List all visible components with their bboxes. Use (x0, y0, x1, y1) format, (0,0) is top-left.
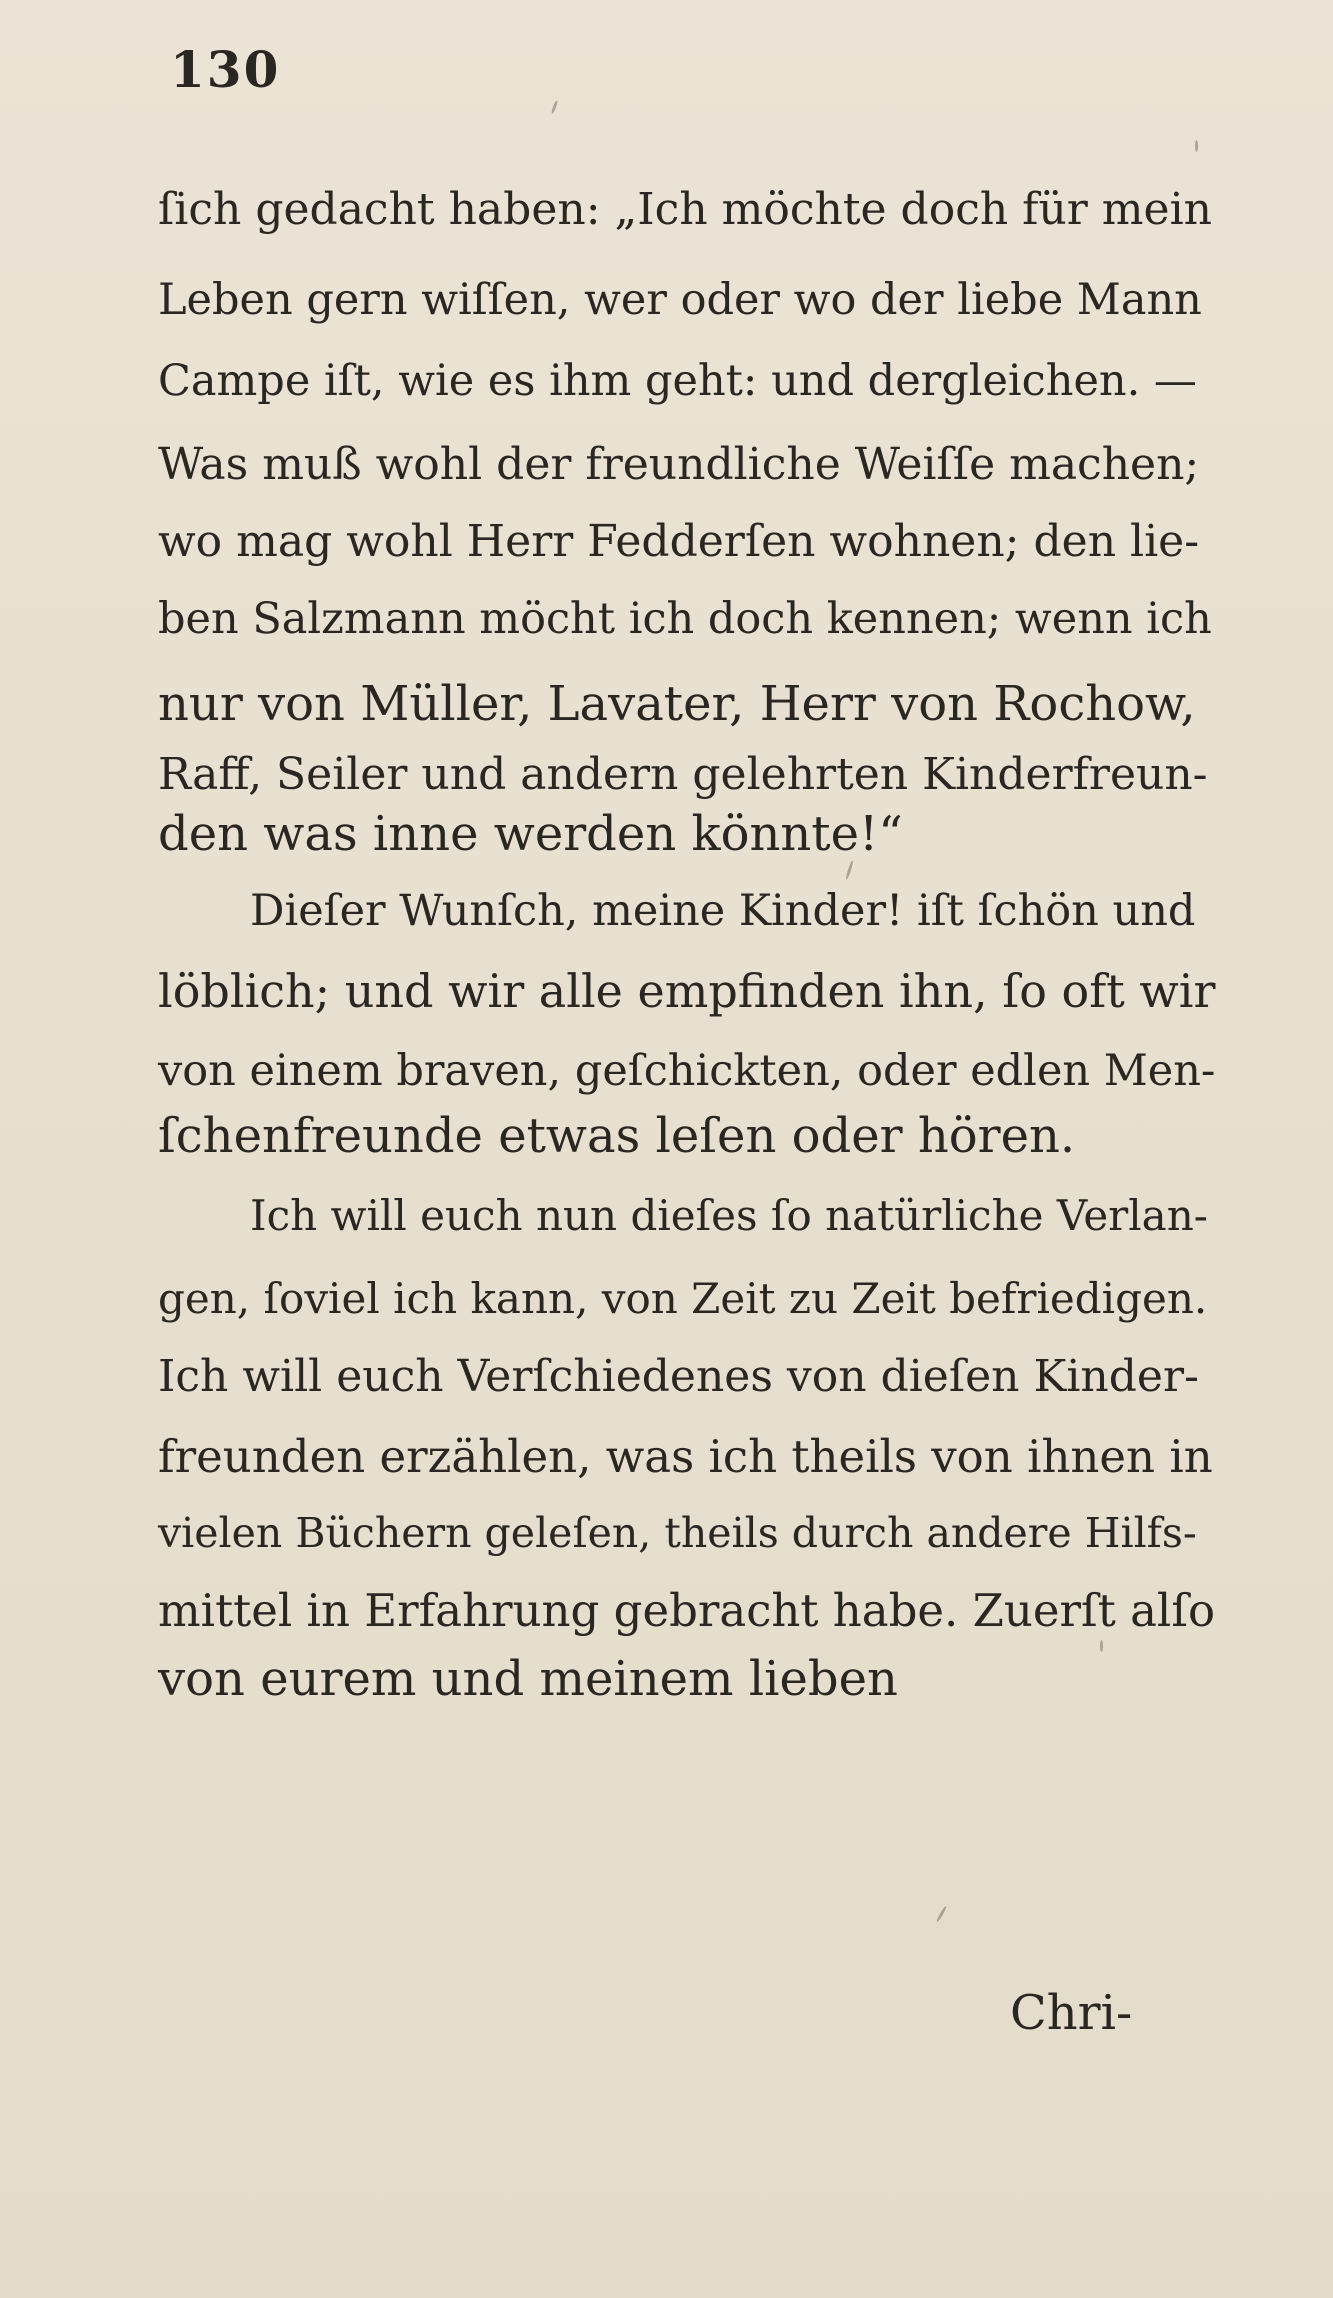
paper-speck (551, 100, 559, 114)
text-line: löblich; und wir alle empfinden ihn, ſo oft wir (158, 964, 1216, 1018)
text-line: Ich will euch Verſchiedenes von dieſen Kinder- (158, 1351, 1199, 1402)
text-line: von einem braven, geſchickten, oder edlen Men- (158, 1046, 1216, 1096)
page-number: 130 (170, 40, 281, 99)
text-line: Ich will euch nun dieſes ſo natürliche Verlan- (250, 1191, 1208, 1240)
text-line: Was muß wohl der freundliche Weiſſe machen; (158, 439, 1200, 490)
text-line: gen, ſoviel ich kann, von Zeit zu Zeit befriedigen. (158, 1274, 1208, 1323)
text-line: den was inne werden könnte!“ (158, 806, 903, 862)
paper-speck (1100, 1640, 1103, 1652)
paper-speck (936, 1905, 948, 1922)
text-line: freunden erzählen, was ich theils von ihnen in (158, 1430, 1213, 1483)
text-line: ſchenfreunde etwas leſen oder hören. (158, 1108, 1076, 1164)
text-line: von eurem und meinem lieben (158, 1651, 898, 1707)
text-line: nur von Müller, Lavater, Herr von Rochow, (158, 676, 1196, 732)
text-line: Dieſer Wunſch, meine Kinder! iſt ſchön und (250, 886, 1196, 936)
text-line: Leben gern wiſſen, wer oder wo der liebe Mann (158, 275, 1202, 325)
text-line: vielen Büchern geleſen, theils durch andere Hilfs- (158, 1509, 1197, 1557)
text-line: ben Salzmann möcht ich doch kennen; wenn ich (158, 594, 1212, 644)
text-line: mittel in Erfahrung gebracht habe. Zuerſt alſo (158, 1584, 1216, 1637)
text-line: Campe iſt, wie es ihm geht: und dergleichen. — (158, 356, 1197, 406)
text-line: wo mag wohl Herr Fedderſen wohnen; den lie- (158, 516, 1200, 567)
catchword: Chri- (1010, 1985, 1133, 2041)
paper-speck (845, 860, 854, 880)
text-line: Raff, Seiler und andern gelehrten Kinderfreun- (158, 749, 1208, 800)
paper-speck (1195, 140, 1198, 152)
text-line: ſich gedacht haben: „Ich möchte doch für mein (158, 184, 1212, 235)
